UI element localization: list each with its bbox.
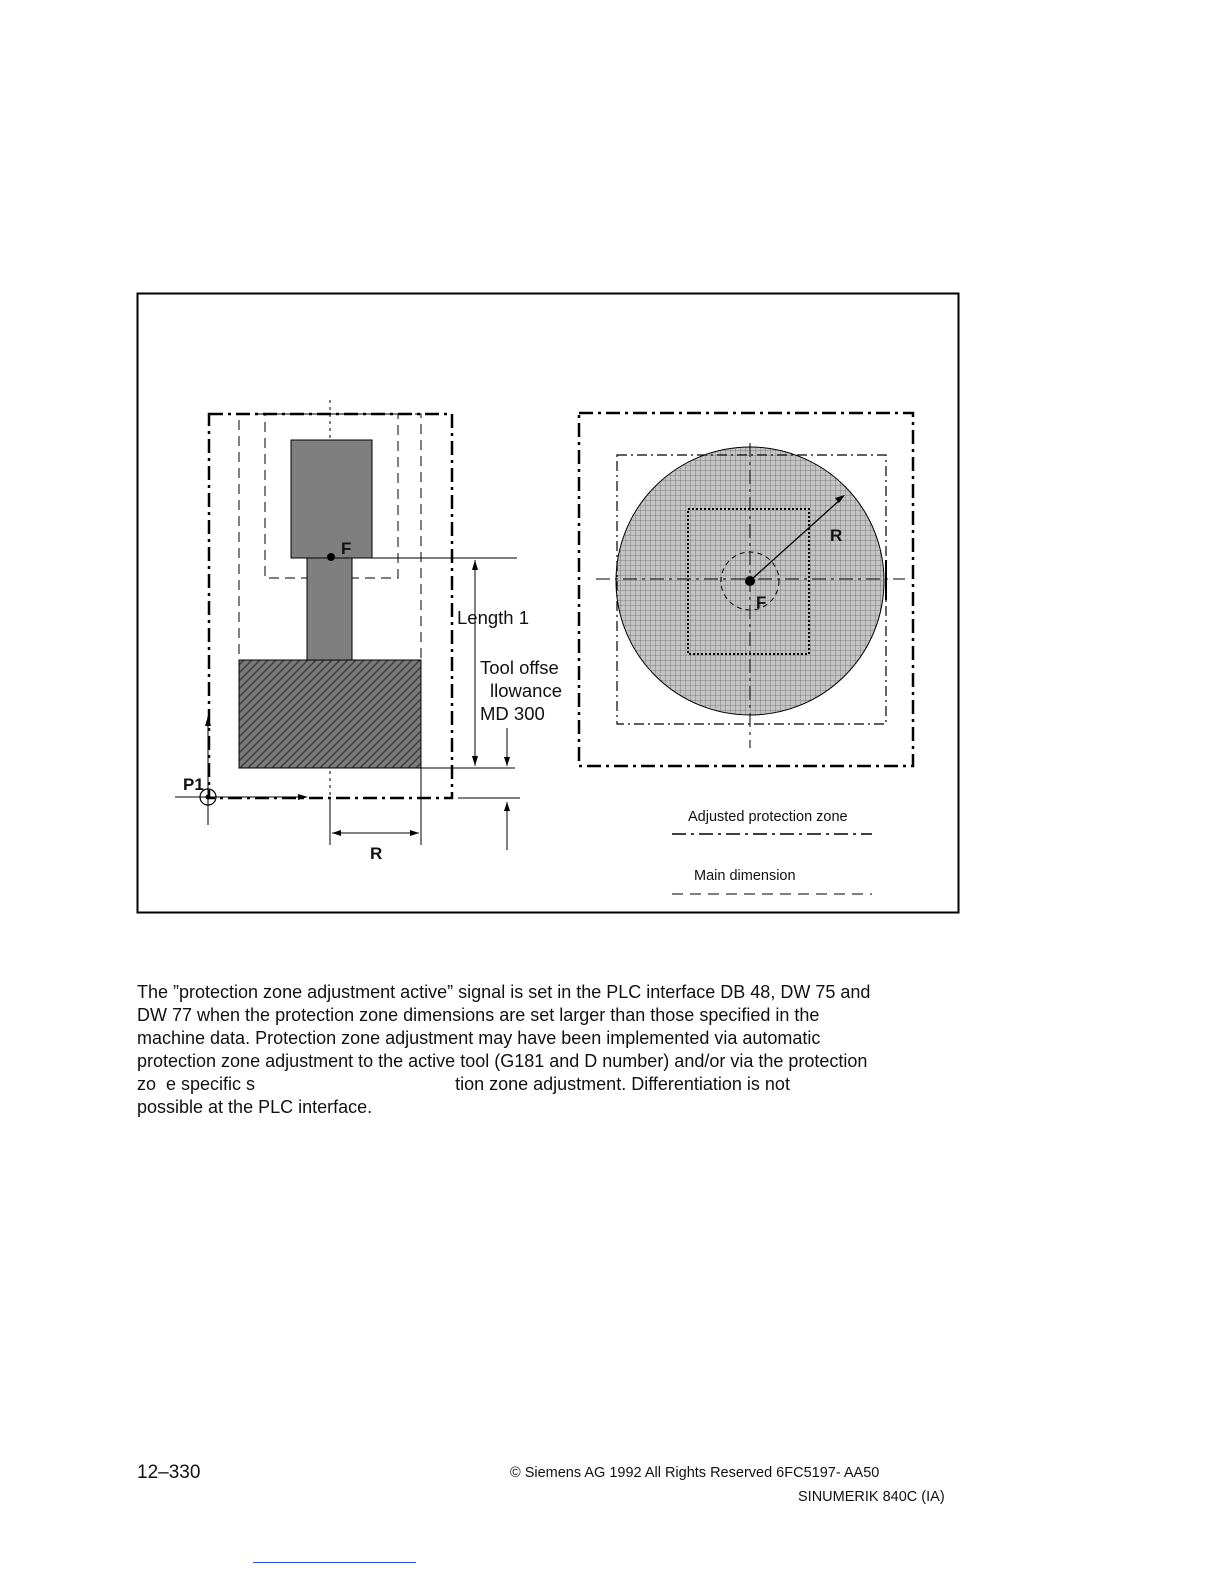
label-f-right: F [756,593,767,612]
tool-shank [307,558,352,660]
product-name: SINUMERIK 840C (IA) [798,1489,945,1505]
label-r-right: R [830,526,843,545]
body-line: DW 77 when the protection zone dimensions are set larger than those specified in the [137,1005,820,1025]
f-point-left [327,553,335,561]
body-line: possible at the PLC interface. [137,1097,373,1117]
page-number: 12–330 [137,1462,201,1483]
tool-base [239,660,421,768]
tool-holder [291,440,372,558]
legend-main-label: Main dimension [694,868,796,884]
body-paragraph [137,981,937,1119]
body-line: The ”protection zone adjustment active” signal is set in the PLC interface DB 48, DW 75 and [137,982,871,1002]
copyright-notice: © Siemens AG 1992 All Rights Reserved 6FC5197- AA50 [510,1465,880,1481]
label-tool-offset: Tool offse [480,657,559,678]
label-md: MD 300 [480,703,545,724]
label-f-left: F [341,539,352,558]
label-r-bottom: R [370,844,383,863]
label-allowance: llowance [490,680,562,701]
label-p1: P1 [183,775,204,794]
left-tool-diagram [175,400,562,863]
body-line: zo e specific s tion zone adjustment. Differentiation is not [137,1074,790,1094]
body-line: protection zone adjustment to the active tool (G181 and D number) and/or via the protection [137,1051,868,1071]
label-length: Length 1 [457,607,530,628]
legend-adjusted-label: Adjusted protection zone [688,809,848,825]
right-top-view-diagram [579,413,913,766]
link-underline[interactable] [253,1562,416,1563]
legend [672,809,872,894]
body-line: machine data. Protection zone adjustment may have been implemented via automatic [137,1028,821,1048]
